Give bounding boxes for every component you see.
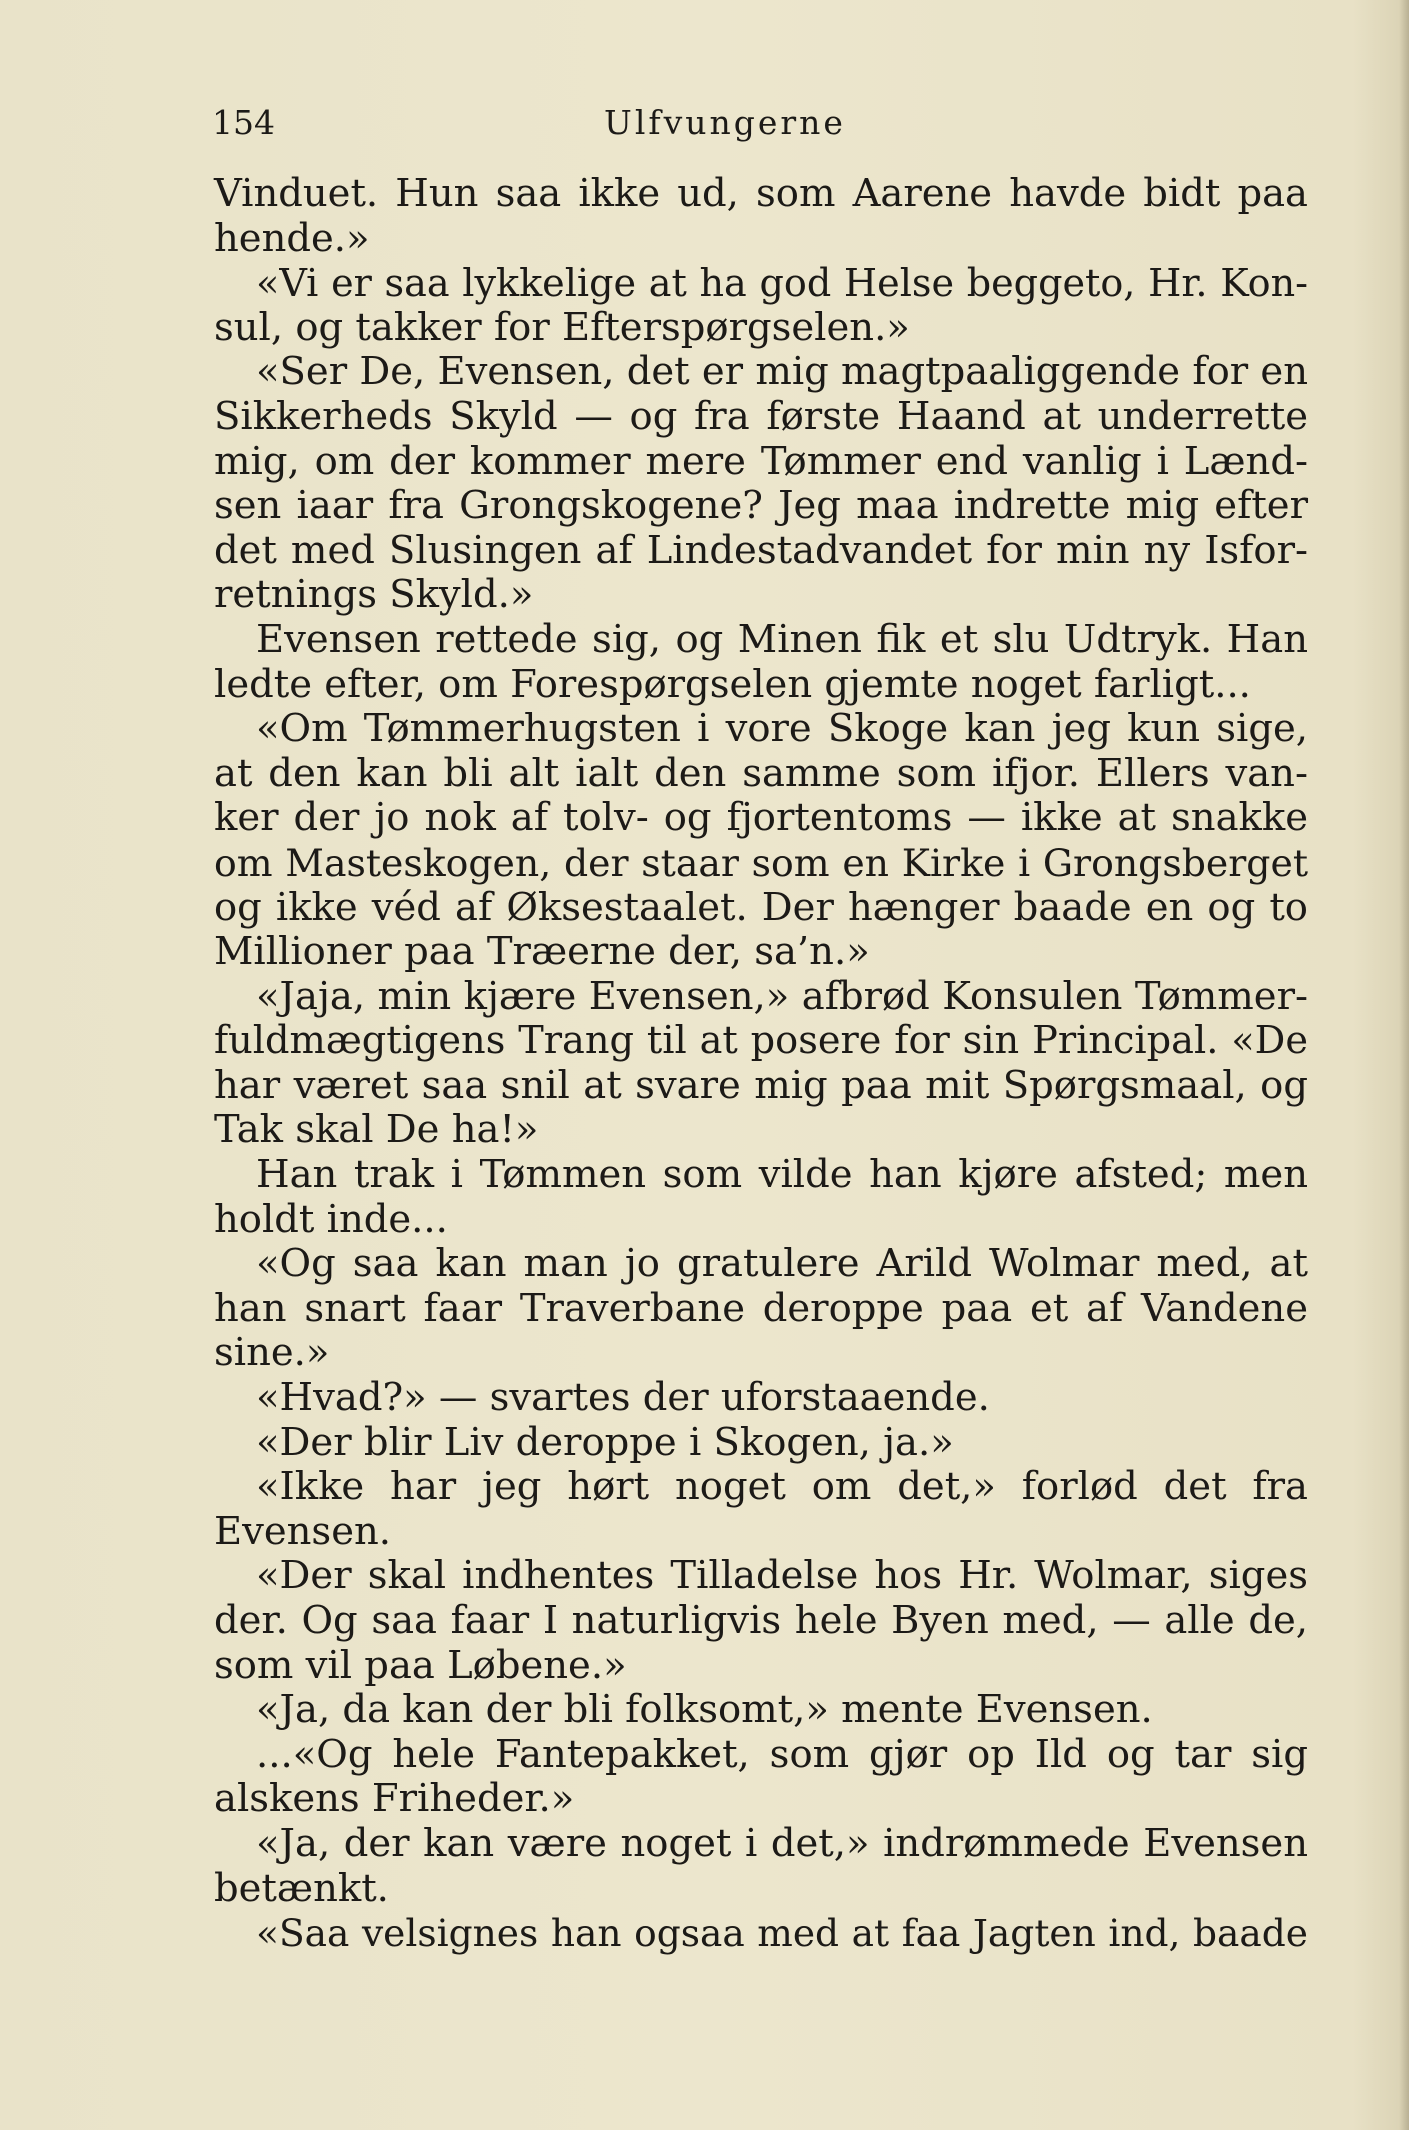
text-line: «Jaja, min kjære Evensen,» afbrød Konsulen Tømmer- (256, 973, 1308, 1019)
text-line: «Ja, der kan være noget i det,» indrømmede Evensen (256, 1820, 1308, 1866)
text-line: «Ser De, Evensen, det er mig magtpaaliggende for en (256, 349, 1308, 395)
page-edge-shadow (1399, 0, 1409, 2130)
text-line: har været saa snil at svare mig paa mit Spørgsmaal, og (214, 1062, 1308, 1108)
text-line: alskens Friheder.» (214, 1776, 575, 1822)
text-line: ker der jo nok af tolv- og fjortentoms — ikke at snakke (214, 795, 1308, 841)
text-line: sen iaar fra Grongskogene? Jeg maa indrette mig efter (214, 483, 1308, 529)
text-line: og ikke véd af Øksestaalet. Der hænger baade en og to (214, 884, 1308, 930)
text-line: «Vi er saa lykkelige at ha god Helse beggeto, Hr. Kon- (256, 261, 1308, 306)
text-line: retnings Skyld.» (214, 572, 534, 618)
text-line: mig, om der kommer mere Tømmer end vanlig i Lænd- (214, 438, 1308, 484)
text-line: sul, og takker for Efterspørgselen.» (214, 304, 910, 350)
text-line: ...«Og hele Fantepakket, som gjør op Ild og tar sig (256, 1731, 1308, 1777)
text-line: Sikkerheds Skyld — og fra første Haand at underrette (214, 393, 1308, 439)
text-line: Tak skal De ha!» (214, 1107, 539, 1153)
text-line: sine.» (214, 1330, 330, 1376)
text-line: Han trak i Tømmen som vilde han kjøre afsted; men (256, 1152, 1308, 1198)
text-line: der. Og saa faar I naturligvis hele Byen med, — alle de, (214, 1598, 1308, 1643)
text-line: om Masteskogen, der staar som en Kirke i Grongsberget (214, 840, 1308, 885)
text-line: «Ja, da kan der bli folksomt,» mente Evensen. (256, 1687, 1153, 1733)
text-line: «Der blir Liv deroppe i Skogen, ja.» (256, 1419, 954, 1465)
text-line: «Og saa kan man jo gratulere Arild Wolmar med, at (256, 1241, 1308, 1287)
body-text (214, 172, 1308, 1956)
page-number: 154 (212, 103, 275, 142)
text-line: ledte efter, om Forespørgselen gjemte noget farligt... (214, 661, 1251, 707)
running-title: Ulfvungerne (604, 103, 846, 142)
text-line: fuldmægtigens Trang til at posere for sin Principal. «De (214, 1018, 1308, 1064)
text-line: holdt inde... (214, 1196, 448, 1242)
text-line: Millioner paa Træerne der, sa’n.» (214, 929, 870, 975)
text-line: «Ikke har jeg hørt noget om det,» forlød det fra (256, 1464, 1308, 1510)
text-line: Evensen. (214, 1508, 392, 1554)
text-line: hende.» (214, 215, 370, 261)
text-line: at den kan bli alt ialt den samme som ifjor. Ellers van- (214, 750, 1308, 796)
text-line: som vil paa Løbene.» (214, 1642, 627, 1688)
text-line: «Saa velsignes han ogsaa med at faa Jagten ind, baade (256, 1911, 1308, 1956)
text-line: det med Slusingen af Lindestadvandet for min ny Isfor- (214, 527, 1308, 573)
text-line: Evensen rettede sig, og Minen fik et slu Udtryk. Han (256, 616, 1308, 662)
page-header (212, 98, 1308, 148)
text-line: «Der skal indhentes Tilladelse hos Hr. Wolmar, siges (256, 1553, 1308, 1599)
text-line: «Hvad?» — svartes der uforstaaende. (256, 1375, 990, 1421)
text-line: Vinduet. Hun saa ikke ud, som Aarene havde bidt paa (214, 171, 1308, 216)
text-line: betænkt. (214, 1865, 389, 1911)
text-line: han snart faar Traverbane deroppe paa et af Vandene (214, 1285, 1308, 1331)
text-line: «Om Tømmerhugsten i vore Skoge kan jeg kun sige, (256, 706, 1308, 752)
